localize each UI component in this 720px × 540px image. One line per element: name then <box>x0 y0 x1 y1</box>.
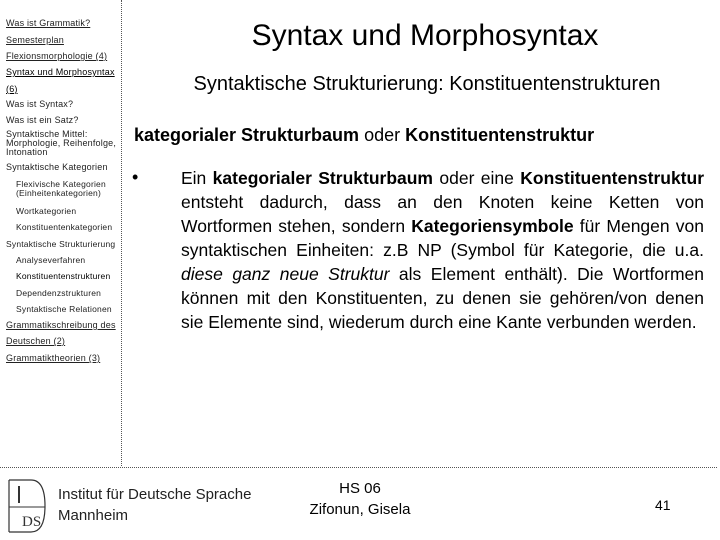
nav-syntaktische-strukturierung[interactable]: Syntaktische Strukturierung <box>6 239 116 249</box>
body-text-5: als Element enthält). Die Wortformen können mit den Konstituenten, zu denen sie gehören/von denen sie Elemente sind, wiederum durch eine Kante verbunden werden. <box>181 264 704 332</box>
svg-text:DS: DS <box>22 514 42 530</box>
nav-syntaktische-mittel[interactable]: Syntaktische Mittel: Morphologie, Reihenfolge, Intonation <box>6 129 117 157</box>
nav-dependenzstrukturen[interactable]: Dependenzstrukturen <box>16 288 102 298</box>
body-text-1: Ein <box>181 168 213 188</box>
institute-line-2: Mannheim <box>58 507 129 524</box>
nav-syntax-und-morphosyntax[interactable]: Syntax und Morphosyntax <box>6 67 115 77</box>
sidebar-nav <box>0 0 121 468</box>
nav-konstituentenstrukturen[interactable]: Konstituentenstrukturen <box>16 271 111 281</box>
course-code: HS 06 <box>339 480 381 497</box>
nav-deutschen-count[interactable]: Deutschen (2) <box>6 336 66 346</box>
nav-konstituentenkategorien[interactable]: Konstituentenkategorien <box>16 222 113 232</box>
ids-logo-icon <box>5 476 49 536</box>
body-example-italic: diese ganz neue Struktur <box>181 264 390 284</box>
heading-term-2: Konstituentenstruktur <box>405 125 595 145</box>
nav-semesterplan[interactable]: Semesterplan <box>6 35 64 45</box>
page-number: 41 <box>655 497 671 513</box>
body-term-strukturbaum: kategorialer Strukturbaum <box>212 168 433 188</box>
course-info <box>292 478 428 520</box>
slide-title: Syntax und Morphosyntax <box>251 19 599 52</box>
author-name: Zifonun, Gisela <box>309 501 411 518</box>
section-heading <box>134 122 594 148</box>
nav-flexionsmorphologie[interactable]: Flexionsmorphologie (4) <box>6 51 108 61</box>
nav-was-ist-ein-satz[interactable]: Was ist ein Satz? <box>6 115 79 125</box>
footer-divider <box>0 467 717 468</box>
nav-was-ist-grammatik[interactable]: Was ist Grammatik? <box>6 18 91 28</box>
nav-wortkategorien[interactable]: Wortkategorien <box>16 206 77 216</box>
nav-grammatiktheorien[interactable]: Grammatiktheorien (3) <box>6 353 101 363</box>
nav-grammatikschreibung[interactable]: Grammatikschreibung des <box>6 320 116 330</box>
institute-name <box>58 484 251 526</box>
heading-term-1: kategorialer Strukturbaum <box>134 125 360 145</box>
slide-subtitle: Syntaktische Strukturierung: Konstituentenstrukturen <box>193 73 661 95</box>
body-term-konstituentenstruktur: Konstituentenstruktur <box>520 168 704 188</box>
bullet-marker: • <box>132 167 139 187</box>
sidebar-divider <box>121 0 122 466</box>
body-text-4: für Mengen von syntaktischen Einheiten: z.B NP (Symbol für Kategorie, die u.a. <box>181 216 705 260</box>
body-term-kategoriensymbole: Kategoriensymbole <box>411 216 574 236</box>
body-text-2: oder eine <box>433 168 521 188</box>
body-text-3: entsteht dadurch, dass an den Knoten keine Ketten von Wortformen stehen, sondern <box>181 192 704 236</box>
institute-line-1: Institut für Deutsche Sprache <box>58 486 252 503</box>
heading-connector: oder <box>359 125 406 145</box>
nav-was-ist-syntax[interactable]: Was ist Syntax? <box>6 99 74 109</box>
nav-syntaktische-relationen[interactable]: Syntaktische Relationen <box>16 304 112 314</box>
nav-syntax-count[interactable]: (6) <box>6 84 18 94</box>
nav-analyseverfahren[interactable]: Analyseverfahren <box>16 255 86 265</box>
nav-flexivische-kategorien[interactable]: Flexivische Kategorien (Einheitenkategorien) <box>16 179 106 198</box>
nav-syntaktische-kategorien[interactable]: Syntaktische Kategorien <box>6 162 108 172</box>
body-paragraph <box>181 166 704 334</box>
